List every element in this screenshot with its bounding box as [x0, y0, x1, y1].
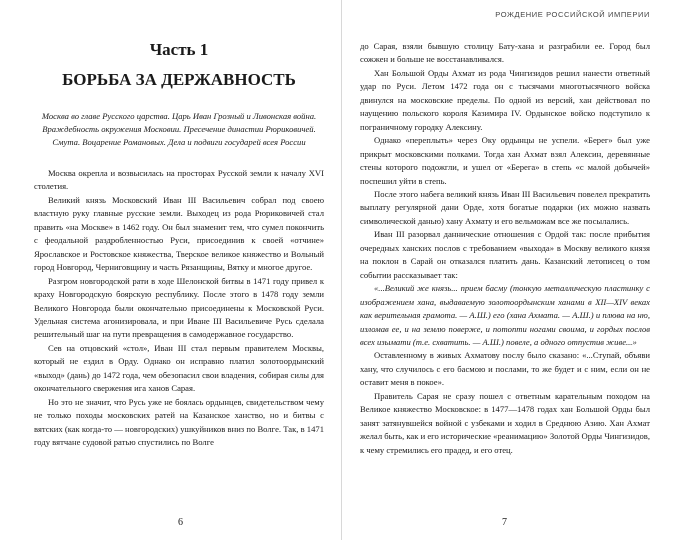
right-page-text	[360, 40, 650, 457]
right-page	[342, 0, 684, 540]
paragraph: Но это не значит, что Русь уже не боялась ордынцев, свидетельством чему не только походы московских ратей на Казанское ханство, но и битвы с вятских (как когда-то — новгородских) ушкуйников вниз по Волге. Так, в 1471 году вятчане судовой ратью спустились по Волге	[34, 396, 324, 448]
quotation: «...Великий же князь... прием басму (тонкую металлическую пластинку с изображением хана, выдаваемую золотоордынским ханами в XII—XIV веках как верительная грамота. — А.Ш.) его (хана Ахмата. — А.Ш.) и плюва на ню, изломав ее, и на землю поверже, и потопти ногами своима, и гордых послов всех изымати (т.е. схватить. — А.Ш.) повеле, а одного отпустив живе...»	[360, 283, 650, 347]
paragraph: Разгром новгородской рати в ходе Шелонской битвы в 1471 году привел к краху Новгородскую боярскую республику. После этого в 1478 году земли Великого Новгорода были окончательно присоединены к Московской Руси. Удельная система агонизировала, и при Иване III Васильевиче Русь сделала решительный шаг на пути превращения в самодержавное государство.	[34, 275, 324, 340]
paragraph: Хан Большой Орды Ахмат из рода Чингизидов решил нанести ответный удар по Руси. Летом 1472 года он с тысячами многотысячного войска двинулся на московские пределы. По одной из версий, хан действовал по наущению польского короля Казимира IV. Ордынское войско подступило к пограничному городку Алексину.	[360, 67, 650, 132]
paragraph: Правитель Сарая не сразу пошел с ответным карательным походом на Великое княжество Московское: в 1477—1478 годах хан Большой Орды был занят затянувшейся войной с узбеками и ходил в Среднюю Азию. Хан Ахмат желал быть, как и его исторические «реанимацию» Золотой Орды Чингизидов, к чему стремились его прадед, и его отец.	[360, 390, 650, 455]
chapter-title: БОРЬБА ЗА ДЕРЖАВНОСТЬ	[62, 70, 296, 89]
paragraph: Иван III разорвал даннические отношения с Ордой так: после прибытия очередных ханских послов с требованием «выхода» в Москву великого князя на поклон в Сарай он отказался платить дань. Казанский летописец о том событии рассказывает так:	[360, 229, 650, 280]
paragraph: Оставленному в живых Ахматову послу было сказано: «...Ступай, объяви хану, что случилось с его басмою и послами, то же будет и с ним, если он не оставит меня в покое».	[360, 350, 650, 388]
paragraph: Великий князь Московский Иван III Васильевич собрал под своею властную руку главные русские земли. Выходец из рода Рюриковичей стал править «на Москве» в 1462 году. Он был знаменит тем, что сумел покончить с феодальной раздробленностью Руси, присоединив к своей «отчине» Ярославское и Ростовское княжества, Тверское великое княжество и Вольный город Новгород, Черниговщину и часть Рязанщины, Вятку и многое другое.	[34, 194, 324, 273]
part-label: Часть 1	[149, 40, 209, 59]
left-page-text	[34, 167, 324, 450]
running-head: РОЖДЕНИЕ РОССИЙСКОЙ ИМПЕРИИ	[495, 10, 650, 19]
paragraph: до Сарая, взяли бывшую столицу Бату-хана и разграбили ее. Город был сожжен и больше не восстанавливался.	[360, 41, 650, 65]
paragraph: Сев на отцовский «стол», Иван III стал первым правителем Москвы, который не ездил в Орду. Однако он исправно платил золотоордынский «выход» (дань) до 1472 года, чем обезопасил свои владения, собирая силы для окончательного свержения ига ханов Сарая.	[34, 342, 324, 394]
chapter-epigraph: Москва во главе Русского царства. Царь Иван Грозный и Ливонская война. Враждебность окружения Московии. Пресечение династии Рюриковичей. Смута. Воцарение Романовых. Дела и подвиги государей всея России	[41, 111, 317, 147]
paragraph: Москва окрепла и возвысилась на просторах Русской земли к началу XVI столетия.	[34, 168, 324, 192]
page-number: 6	[178, 517, 183, 528]
page-number: 7	[502, 517, 507, 528]
paragraph: Однако «переплыть» через Оку ордынцы не успели. «Берег» был уже прикрыт московскими полками. Тогда хан Ахмат взял Алексин, деревянные стены которого подожгли, и ушел от «Берега» в степь «с малой добычей» поспешил уйти в степь.	[360, 135, 650, 186]
paragraph: После этого набега великий князь Иван III Васильевич повелел прекратить выплату регулярной дани Орде, хотя богатые подарки (их можно назвать символической данью) хану Ахмату и его вельможам все же посылались.	[360, 188, 650, 226]
